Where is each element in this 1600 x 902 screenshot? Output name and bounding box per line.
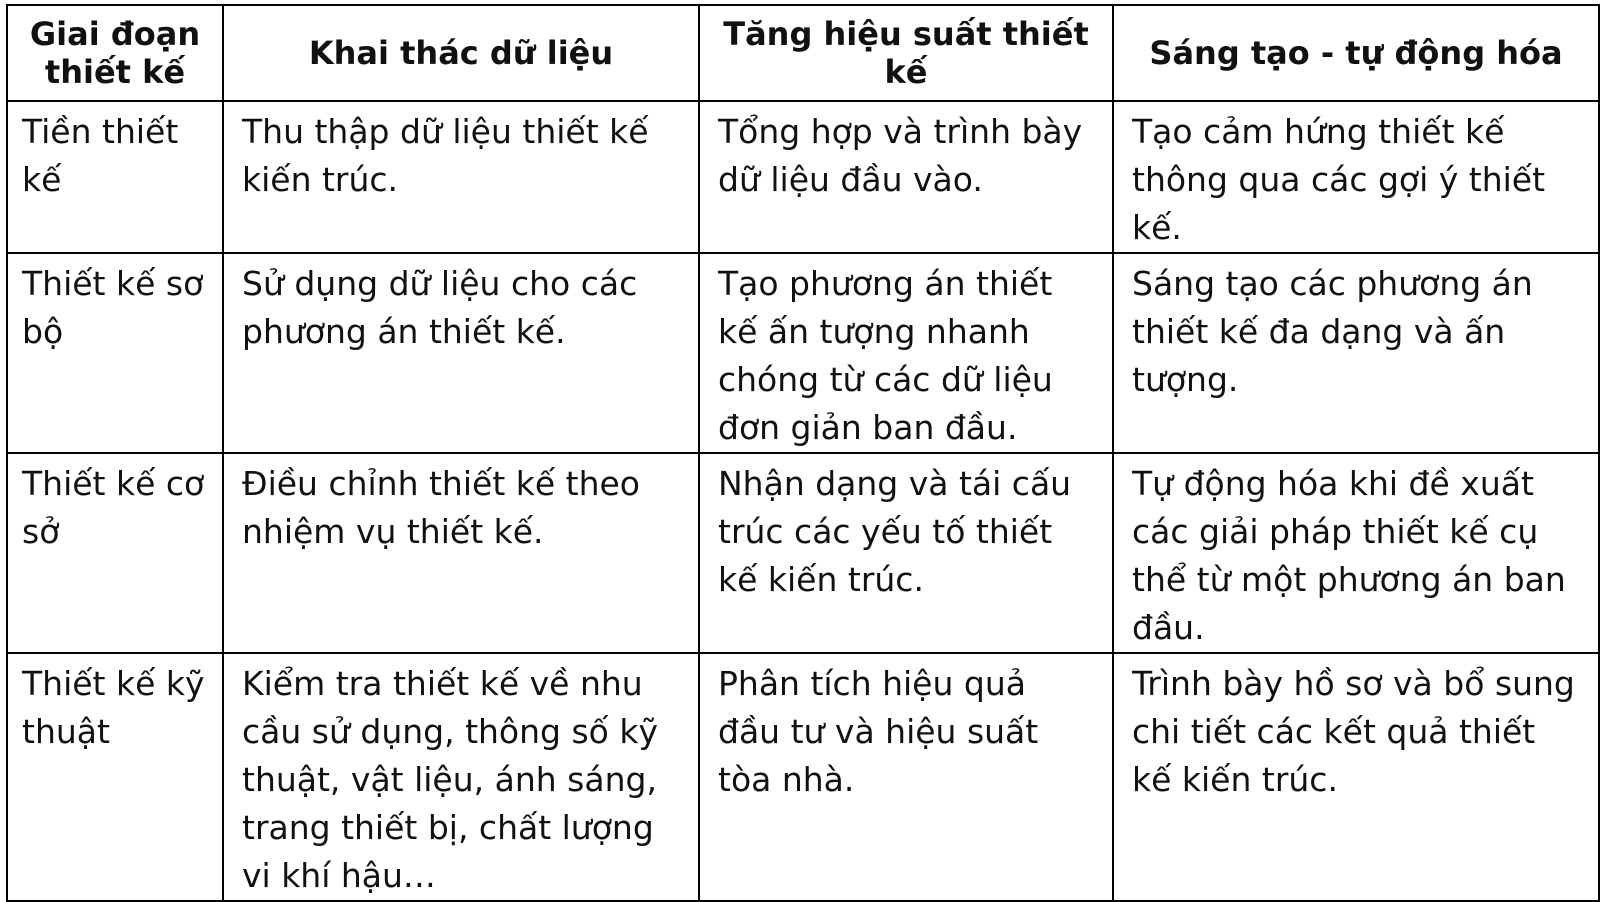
cell-creativity: Tạo cảm hứng thiết kế thông qua các gợi ý thiết kế. [1113,101,1599,253]
table-row [7,653,1599,901]
header-stage: Giai đoạn thiết kế [7,5,223,101]
cell-data-mining: Thu thập dữ liệu thiết kế kiến trúc. [223,101,699,253]
cell-data-mining: Điều chỉnh thiết kế theo nhiệm vụ thiết kế. [223,453,699,653]
cell-creativity: Tự động hóa khi đề xuất các giải pháp thiết kế cụ thể từ một phương án ban đầu. [1113,453,1599,653]
cell-stage: Thiết kế kỹ thuật [7,653,223,901]
header-efficiency: Tăng hiệu suất thiết kế [699,5,1113,101]
cell-stage: Thiết kế sơ bộ [7,253,223,453]
header-creativity: Sáng tạo - tự động hóa [1113,5,1599,101]
table-row [7,453,1599,653]
cell-data-mining: Kiểm tra thiết kế về nhu cầu sử dụng, thông số kỹ thuật, vật liệu, ánh sáng, trang thiết bị, chất lượng vi khí hậu… [223,653,699,901]
table-header-row [7,5,1599,101]
table-row [7,101,1599,253]
cell-efficiency: Tạo phương án thiết kế ấn tượng nhanh chóng từ các dữ liệu đơn giản ban đầu. [699,253,1113,453]
header-data-mining: Khai thác dữ liệu [223,5,699,101]
table-row [7,253,1599,453]
design-stages-table [6,4,1600,902]
cell-efficiency: Tổng hợp và trình bày dữ liệu đầu vào. [699,101,1113,253]
cell-data-mining: Sử dụng dữ liệu cho các phương án thiết kế. [223,253,699,453]
cell-stage: Thiết kế cơ sở [7,453,223,653]
cell-efficiency: Nhận dạng và tái cấu trúc các yếu tố thiết kế kiến trúc. [699,453,1113,653]
cell-creativity: Sáng tạo các phương án thiết kế đa dạng và ấn tượng. [1113,253,1599,453]
cell-efficiency: Phân tích hiệu quả đầu tư và hiệu suất tòa nhà. [699,653,1113,901]
cell-stage: Tiền thiết kế [7,101,223,253]
cell-creativity: Trình bày hồ sơ và bổ sung chi tiết các kết quả thiết kế kiến trúc. [1113,653,1599,901]
